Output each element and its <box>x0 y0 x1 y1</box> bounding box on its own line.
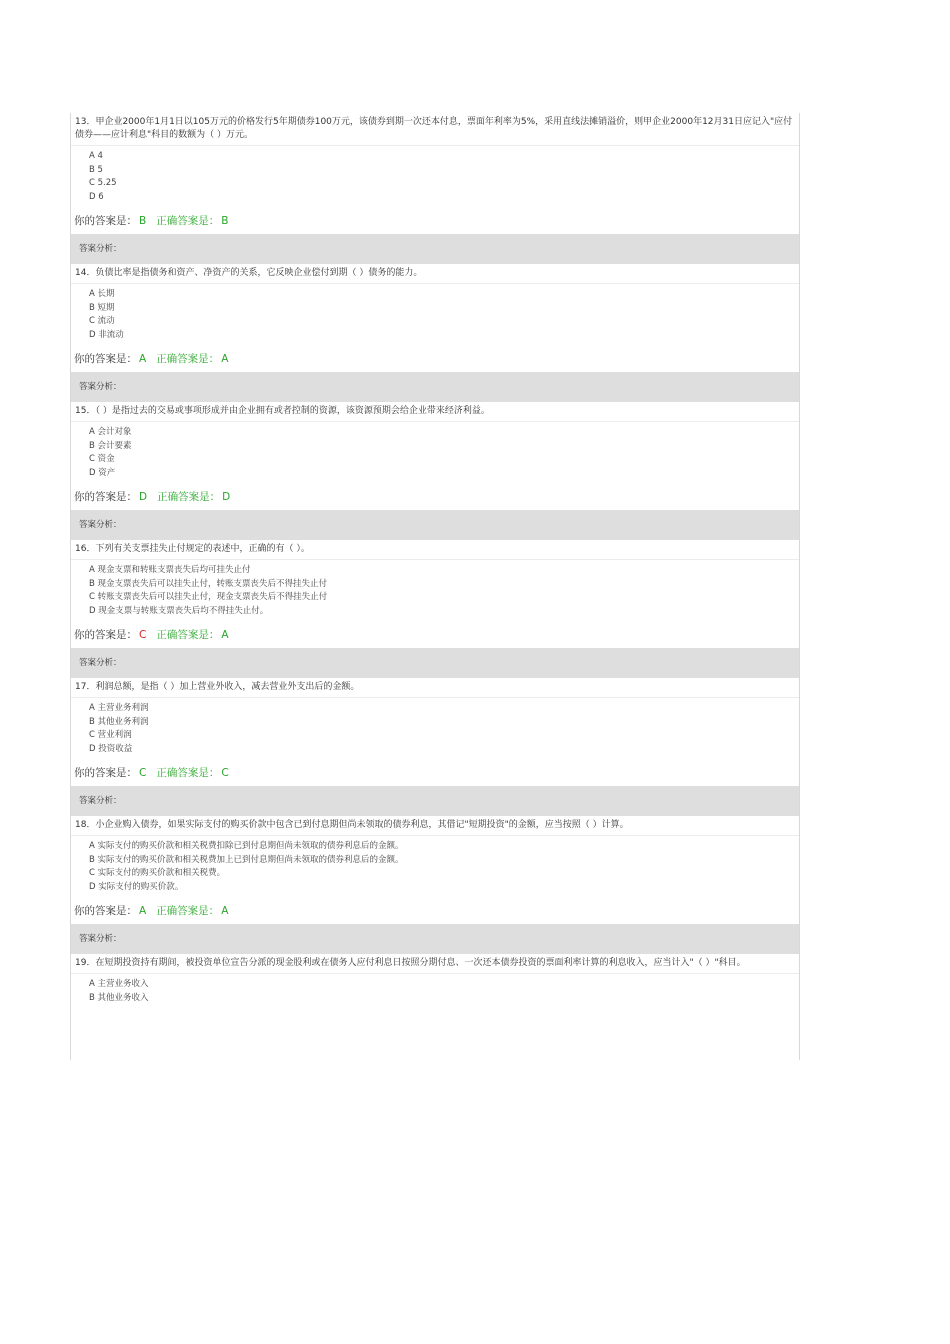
answer-analysis-bar: 答案分析： <box>71 924 799 954</box>
question-block <box>71 264 799 402</box>
option-item: B 现金支票丧失后可以挂失止付，转账支票丧失后不得挂失止付 <box>89 578 328 589</box>
question-block <box>71 678 799 816</box>
question-stem: 16．下列有关支票挂失止付规定的表述中，正确的有（ ）。 <box>71 540 799 560</box>
your-answer-label: 你的答案是： <box>74 491 137 503</box>
quiz-review-panel <box>70 113 800 1060</box>
answer-analysis-bar: 答案分析： <box>71 372 799 402</box>
your-answer-value: C <box>139 629 147 641</box>
option-item: A 主营业务收入 <box>89 979 149 989</box>
your-answer-value: A <box>139 905 147 917</box>
option-item: C 转账支票丧失后可以挂失止付，现金支票丧失后不得挂失止付 <box>89 592 328 602</box>
your-answer-label: 你的答案是： <box>74 215 137 227</box>
option-list <box>71 146 799 204</box>
answer-row <box>71 756 799 786</box>
option-item: A 4 <box>89 151 103 161</box>
option-list <box>71 836 799 894</box>
option-item: A 主营业务利润 <box>89 703 149 713</box>
your-answer-label: 你的答案是： <box>74 905 137 917</box>
answer-analysis-bar: 答案分析： <box>71 786 799 816</box>
question-stem: 19．在短期投资持有期间，被投资单位宣告分派的现金股利或在债务人应付利息日按照分期付息、一次还本债券投资的票面利率计算的利息收入，应当计入"（ ）"科目。 <box>71 954 799 974</box>
correct-answer-label: 正确答案是： <box>156 905 220 917</box>
question-stem: 18．小企业购入债券，如果实际支付的购买价款中包含已到付息期但尚未领取的债券利息，其借记"短期投资"的金额，应当按照（ ）计算。 <box>71 816 799 836</box>
correct-answer-label: 正确答案是： <box>157 491 221 503</box>
correct-answer-value: B <box>221 215 229 227</box>
option-list <box>71 422 799 480</box>
question-block <box>71 540 799 678</box>
correct-answer-label: 正确答案是： <box>156 629 220 641</box>
option-item: D 现金支票与转账支票丧失后均不得挂失止付。 <box>89 605 269 616</box>
question-block <box>71 816 799 954</box>
correct-answer-value: C <box>221 767 229 779</box>
answer-row <box>71 204 799 234</box>
your-answer-value: A <box>139 353 147 365</box>
question-block <box>71 954 799 1005</box>
question-stem: 14．负债比率是指债务和资产、净资产的关系，它反映企业偿付到期（ ）债务的能力。 <box>71 264 799 284</box>
option-item: B 短期 <box>89 302 115 313</box>
option-item: B 5 <box>89 164 103 175</box>
your-answer-label: 你的答案是： <box>74 767 137 779</box>
answer-row <box>71 480 799 510</box>
option-item: B 实际支付的购买价款和相关税费加上已到付息期但尚未领取的债券利息后的金额。 <box>89 854 404 865</box>
correct-answer-label: 正确答案是： <box>156 767 220 779</box>
correct-answer-value: A <box>221 629 229 641</box>
answer-analysis-bar: 答案分析： <box>71 648 799 678</box>
correct-answer-value: A <box>221 353 229 365</box>
option-item: C 流动 <box>89 316 115 326</box>
option-item: B 会计要素 <box>89 440 132 451</box>
option-item: D 实际支付的购买价款。 <box>89 881 184 892</box>
option-item: C 营业利润 <box>89 730 132 740</box>
your-answer-value: C <box>139 767 147 779</box>
option-item: B 其他业务收入 <box>89 992 149 1003</box>
your-answer-label: 你的答案是： <box>74 353 137 365</box>
answer-analysis-bar: 答案分析： <box>71 234 799 264</box>
your-answer-label: 你的答案是： <box>74 629 137 641</box>
correct-answer-label: 正确答案是： <box>156 215 220 227</box>
option-list <box>71 560 799 618</box>
answer-row <box>71 618 799 648</box>
answer-analysis-bar: 答案分析： <box>71 510 799 540</box>
option-item: A 长期 <box>89 289 115 299</box>
option-item: D 非流动 <box>89 329 124 340</box>
option-list <box>71 974 799 1005</box>
option-item: A 现金支票和转账支票丧失后均可挂失止付 <box>89 565 251 575</box>
correct-answer-value: A <box>221 905 229 917</box>
correct-answer-value: D <box>222 491 231 503</box>
your-answer-value: D <box>139 491 148 503</box>
correct-answer-label: 正确答案是： <box>156 353 220 365</box>
option-item: A 会计对象 <box>89 427 132 437</box>
your-answer-value: B <box>139 215 147 227</box>
question-block <box>71 402 799 540</box>
question-stem: 13．甲企业2000年1月1日以105万元的价格发行5年期债券100万元，该债券到期一次还本付息，票面年利率为5%，采用直线法摊销溢价，则甲企业2000年12月31日应记入"应付债券——应计利息"科目的数额为（ ）万元。 <box>71 113 799 146</box>
question-block <box>71 113 799 264</box>
answer-row <box>71 894 799 924</box>
option-list <box>71 698 799 756</box>
option-item: D 6 <box>89 191 104 202</box>
option-item: C 5.25 <box>89 178 117 188</box>
option-item: B 其他业务利润 <box>89 716 149 727</box>
option-item: D 投资收益 <box>89 743 133 754</box>
question-stem: 15．（ ）是指过去的交易或事项形成并由企业拥有或者控制的资源，该资源预期会给企业带来经济利益。 <box>71 402 799 422</box>
option-list <box>71 284 799 342</box>
option-item: C 实际支付的购买价款和相关税费。 <box>89 868 226 878</box>
option-item: A 实际支付的购买价款和相关税费扣除已到付息期但尚未领取的债券利息后的金额。 <box>89 841 404 851</box>
answer-row <box>71 342 799 372</box>
option-item: D 资产 <box>89 467 116 478</box>
question-stem: 17．利润总额，是指（ ）加上营业外收入，减去营业外支出后的金额。 <box>71 678 799 698</box>
option-item: C 资金 <box>89 454 115 464</box>
